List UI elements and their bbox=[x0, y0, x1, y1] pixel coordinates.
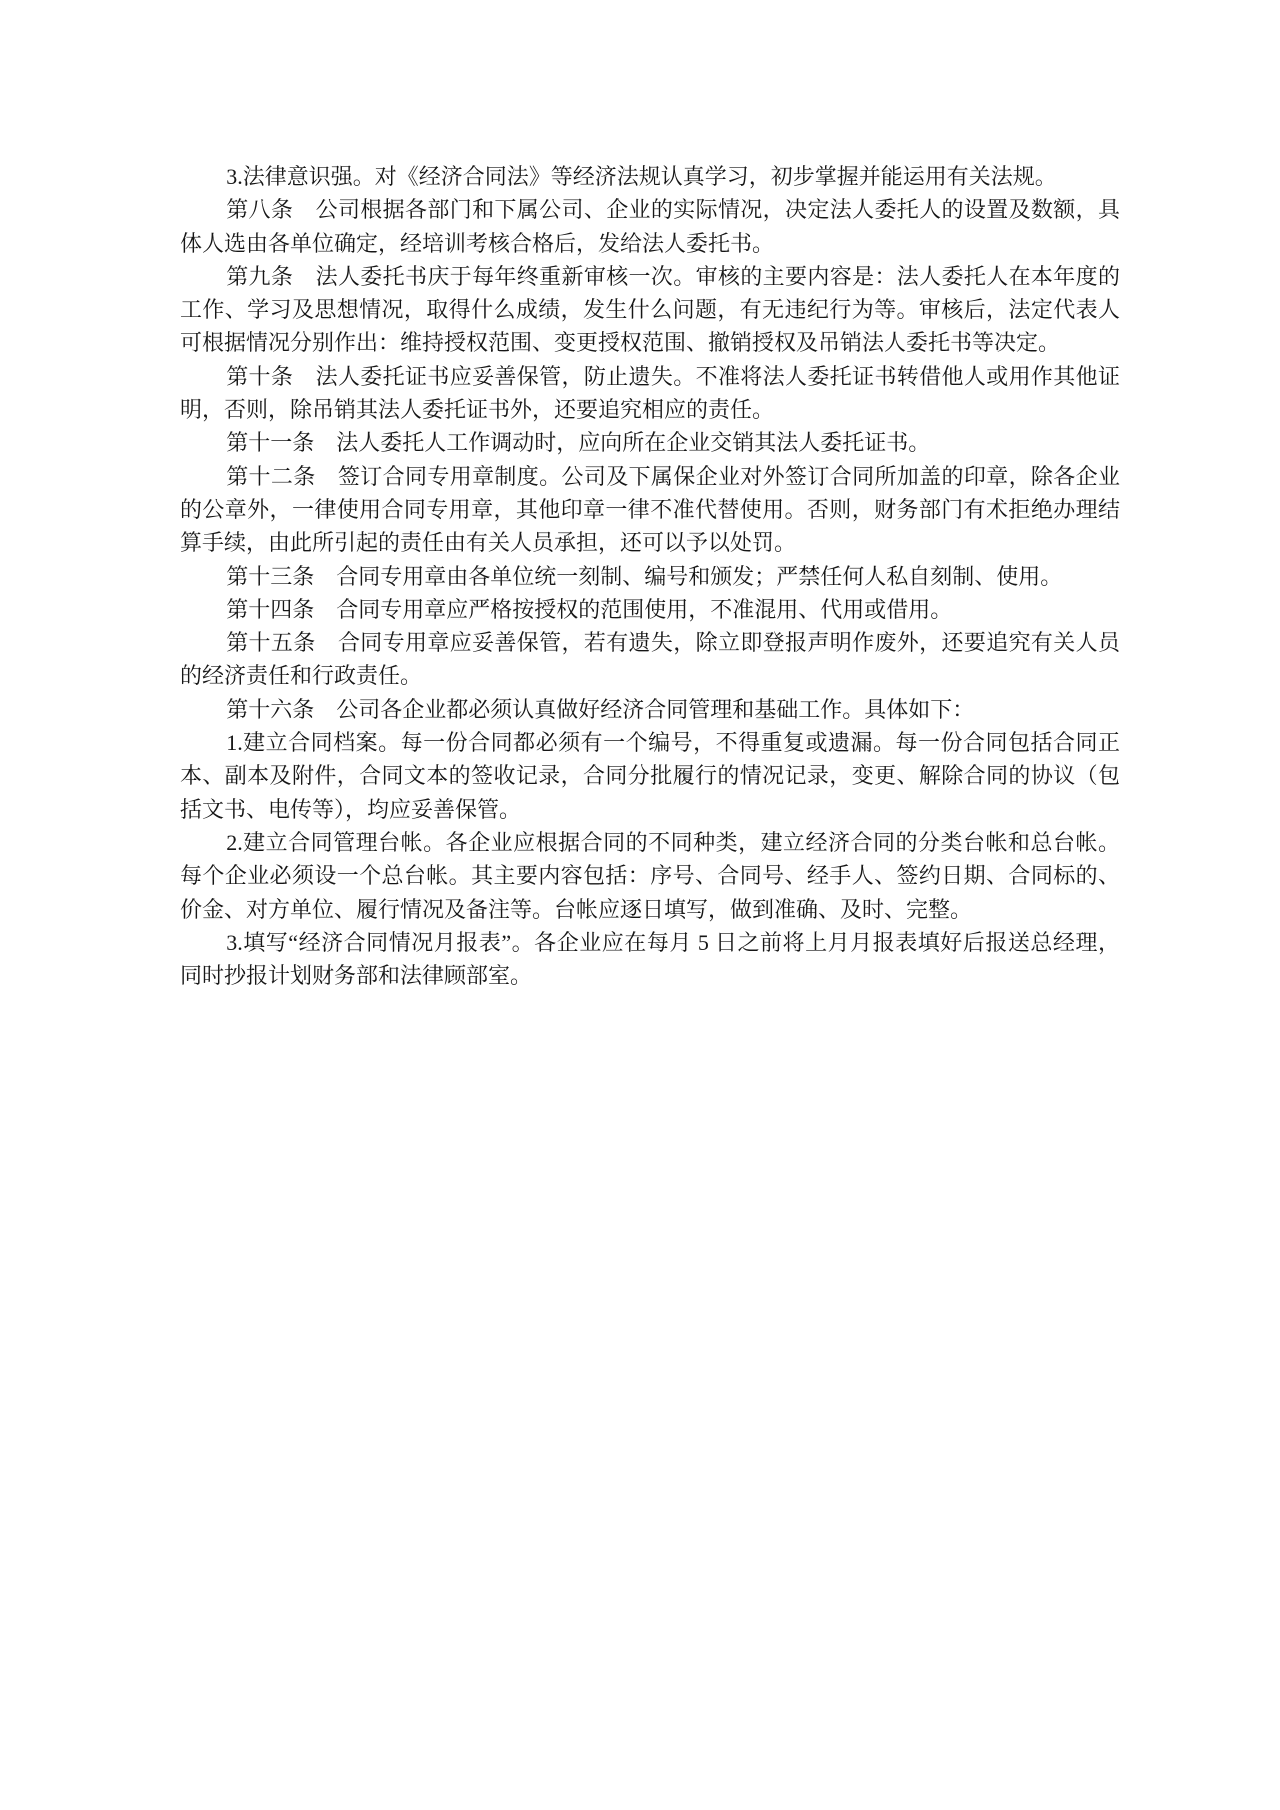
paragraph: 第十条 法人委托证书应妥善保管，防止遗失。不准将法人委托证书转借他人或用作其他证明，否则，除吊销其法人委托证书外，还要追究相应的责任。 bbox=[180, 363, 1120, 423]
paragraph: 3.法律意识强。对《经济合同法》等经济法规认真学习，初步掌握并能运用有关法规。 bbox=[226, 164, 1057, 189]
paragraph: 第十四条 合同专用章应严格按授权的范围使用，不准混用、代用或借用。 bbox=[226, 596, 953, 622]
paragraph: 第十三条 合同专用章由各单位统一刻制、编号和颁发；严禁任何人私自刻制、使用。 bbox=[226, 563, 1063, 589]
paragraph: 第十六条 公司各企业都必须认真做好经济合同管理和基础工作。具体如下： bbox=[226, 696, 975, 722]
paragraph: 第十五条 合同专用章应妥善保管，若有遗失，除立即登报声明作废外，还要追究有关人员的经济责任和行政责任。 bbox=[180, 630, 1120, 689]
paragraph: 第十二条 签订合同专用章制度。公司及下属保企业对外签订合同所加盖的印章，除各企业的公章外，一律使用合同专用章，其他印章一律不准代替使用。否则，财务部门有术拒绝办理结算手续，由此所引起的责任由有关人员承担，还可以予以处罚。 bbox=[180, 463, 1120, 556]
document-body bbox=[180, 160, 1120, 992]
paragraph: 1.建立合同档案。每一份合同都必须有一个编号，不得重复或遗漏。每一份合同包括合同正本、副本及附件，合同文本的签收记录，合同分批履行的情况记录，变更、解除合同的协议（包括文书、电传等），均应妥善保管。 bbox=[180, 730, 1120, 822]
paragraph: 第八条 公司根据各部门和下属公司、企业的实际情况，决定法人委托人的设置及数额，具体人选由各单位确定，经培训考核合格后，发给法人委托书。 bbox=[180, 197, 1120, 256]
paragraph: 3.填写“经济合同情况月报表”。各企业应在每月 5 日之前将上月月报表填好后报送总经理，同时抄报计划财务部和法律顾部室。 bbox=[180, 929, 1120, 989]
paragraph: 2.建立合同管理台帐。各企业应根据合同的不同种类，建立经济合同的分类台帐和总台帐。每个企业必须设一个总台帐。其主要内容包括：序号、合同号、经手人、签约日期、合同标的、价金、对方单位、履行情况及备注等。台帐应逐日填写，做到准确、及时、完整。 bbox=[180, 829, 1120, 922]
paragraph: 第十一条 法人委托人工作调动时，应向所在企业交销其法人委托证书。 bbox=[226, 430, 931, 456]
paragraph: 第九条 法人委托书庆于每年终重新审核一次。审核的主要内容是：法人委托人在本年度的工作、学习及思想情况，取得什么成绩，发生什么问题，有无违纪行为等。审核后，法定代表人可根据情况分别作出：维持授权范围、变更授权范围、撤销授权及吊销法人委托书等决定。 bbox=[180, 263, 1120, 356]
